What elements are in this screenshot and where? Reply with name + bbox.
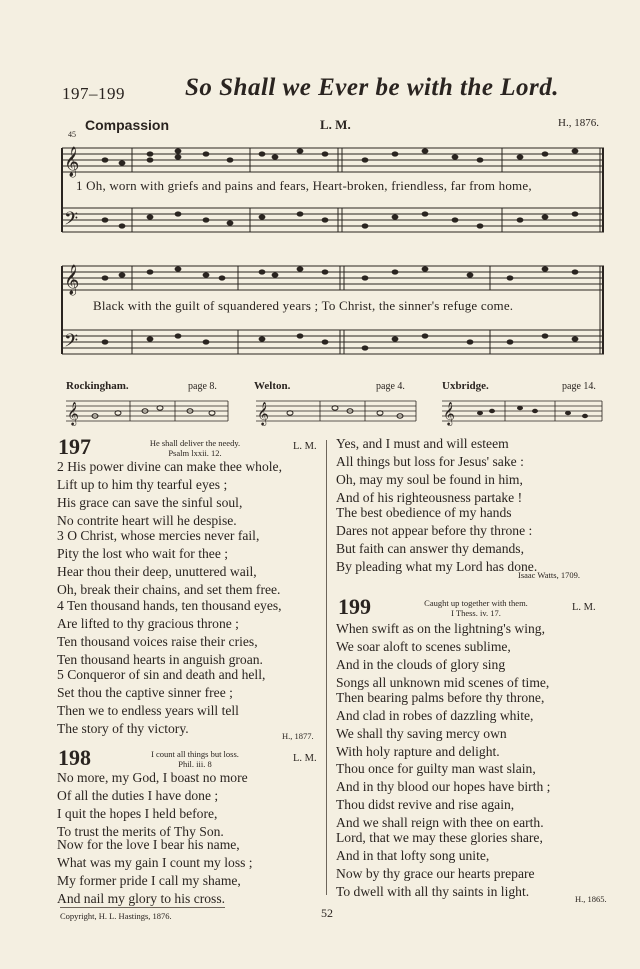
hymn-197-ref-line1: He shall deliver the needy. <box>149 438 241 448</box>
verse-line: Thou once for guilty man wast slain, <box>336 761 536 776</box>
hymn-197-stanza-4 <box>57 597 282 669</box>
verse-line: Of all the duties I have done ; <box>57 787 219 803</box>
hymn-198-stanza-1 <box>57 769 248 841</box>
hymn-199-meter: L. M. <box>572 602 596 613</box>
alt-tune-name-2: Welton. <box>254 380 291 392</box>
verse-line: The story of thy victory. <box>57 720 189 736</box>
svg-text:𝄞: 𝄞 <box>443 401 455 425</box>
alt-tune-page-1: page 8. <box>188 381 217 392</box>
verse-line: Are lifted to thy gracious throne ; <box>57 615 239 631</box>
verse-line: Pity the lost who wait for thee ; <box>57 545 229 561</box>
footnote-rule <box>60 907 225 908</box>
alt-tune-name-1: Rockingham. <box>66 380 129 392</box>
svg-text:𝄞: 𝄞 <box>67 401 79 425</box>
verse-line: Hear thou their deep, unuttered wail, <box>57 563 257 579</box>
svg-text:𝄞: 𝄞 <box>257 401 269 425</box>
verse-line: Oh, break their chains, and set them free. <box>57 581 281 597</box>
hymn-199-stanza-1 <box>336 620 549 692</box>
verse-line: And nail my glory to his cross. <box>57 890 226 906</box>
column-divider <box>326 440 327 895</box>
tune-name: Compassion <box>85 117 170 133</box>
alt-tune-page-2: page 4. <box>376 381 405 392</box>
svg-text:𝄞: 𝄞 <box>64 265 80 295</box>
verse-line: And in thy blood our hopes have birth ; <box>336 778 551 794</box>
verse-line: My former pride I call my shame, <box>57 872 241 888</box>
hymn-198-reference <box>120 749 270 769</box>
verse-line: Ten thousand voices raise their cries, <box>57 633 258 649</box>
page-title: So Shall we Ever be with the Lord. <box>185 74 559 101</box>
verse-line: And in the clouds of glory sing <box>336 656 506 672</box>
hymn-range: 197–199 <box>62 84 125 103</box>
verse-line: Oh, may my soul be found in him, <box>336 471 523 487</box>
hymn-198-stanza-2 <box>57 836 253 908</box>
tune-lyric-line-1: 1 Oh, worn with griefs and pains and fears, Heart-broken, friendless, far from home, <box>76 178 532 193</box>
hymn-197-reference <box>120 438 270 458</box>
verse-line: His grace can save the sinful soul, <box>57 494 243 510</box>
tune-author: H., 1876. <box>558 117 599 129</box>
verse-line: And of his righteousness partake ! <box>336 489 523 505</box>
verse-line: 4 Ten thousand hands, ten thousand eyes, <box>57 598 282 613</box>
verse-line: By pleading what my Lord has done. <box>336 558 538 574</box>
verse-line: All things but loss for Jesus' sake : <box>336 453 524 469</box>
verse-line: And clad in robes of dazzling white, <box>336 707 534 723</box>
hymn-198-stanza-4 <box>336 504 537 576</box>
svg-text:𝄢: 𝄢 <box>64 209 79 234</box>
verse-line: Now for the love I bear his name, <box>57 837 240 852</box>
verse-line: To dwell with all thy saints in light. <box>336 883 530 899</box>
verse-line: I quit the hopes I held before, <box>57 805 218 821</box>
verse-line: Yes, and I must and will esteem <box>336 436 509 451</box>
hymn-197-meter: L. M. <box>293 441 317 452</box>
verse-line: Ten thousand hearts in anguish groan. <box>57 651 263 667</box>
verse-line: Lift up to him thy tearful eyes ; <box>57 476 228 492</box>
hymn-199-number: 199 <box>338 594 371 619</box>
verse-line: 3 O Christ, whose mercies never fail, <box>57 528 260 543</box>
svg-text:𝄞: 𝄞 <box>64 147 80 177</box>
verse-line: And we shall reign with thee on earth. <box>336 814 544 830</box>
verse-line: But faith can answer thy demands, <box>336 540 524 556</box>
verse-line: We soar aloft to scenes sublime, <box>336 638 511 654</box>
hymn-197-ref-line2: Psalm lxxii. 12. <box>168 448 222 458</box>
hymn-199-stanza-3 <box>336 760 550 832</box>
tune-meter: L. M. <box>320 117 351 132</box>
verse-line: And in that lofty song unite, <box>336 847 490 863</box>
verse-line: Then we to endless years will tell <box>57 702 239 718</box>
hymn-198-ref-line2: Phil. iii. 8 <box>178 759 212 769</box>
alt-tune-incipits <box>0 396 640 426</box>
verse-line: Dares not appear before thy throne : <box>336 522 533 538</box>
hymn-198-ref-line1: I count all things but loss. <box>151 749 239 759</box>
hymn-197-stanza-3 <box>57 527 280 599</box>
alt-tune-name-3: Uxbridge. <box>442 380 489 392</box>
tune-lyric-line-2: Black with the guilt of squandered years ; To Christ, the sinner's refuge come. <box>93 298 514 313</box>
verse-line: Thou didst revive and rise again, <box>336 796 515 812</box>
music-system-1 <box>0 140 640 250</box>
verse-line: When swift as on the lightning's wing, <box>336 621 545 636</box>
hymn-199-stanza-2 <box>336 689 544 761</box>
tempo-mark: 45 <box>68 130 76 139</box>
verse-line: Songs all unknown mid scenes of time, <box>336 674 550 690</box>
hymn-199-stanza-4 <box>336 829 543 901</box>
copyright-note: Copyright, H. L. Hastings, 1876. <box>60 911 172 921</box>
verse-line: Now by thy grace our hearts prepare <box>336 865 535 881</box>
verse-line: No more, my God, I boast no more <box>57 770 248 785</box>
hymn-198-stanza-3 <box>336 435 524 507</box>
hymn-198-meter: L. M. <box>293 753 317 764</box>
hymn-197-credit: H., 1877. <box>282 731 314 741</box>
hymn-199-reference <box>396 598 556 618</box>
hymn-198-number: 198 <box>58 745 91 770</box>
verse-line: The best obedience of my hands <box>336 505 512 520</box>
verse-line: With holy rapture and delight. <box>336 743 500 759</box>
hymn-197-number: 197 <box>58 434 91 459</box>
verse-line: Then bearing palms before thy throne, <box>336 690 545 705</box>
verse-line: What was my gain I count my loss ; <box>57 854 253 870</box>
hymn-199-credit: H., 1865. <box>575 894 607 904</box>
hymn-197-stanza-5 <box>57 666 265 738</box>
page-number: 52 <box>321 906 333 920</box>
verse-line: Set thou the captive sinner free ; <box>57 684 233 700</box>
verse-line: 5 Conqueror of sin and death and hell, <box>57 667 266 682</box>
hymn-199-ref-line2: I Thess. iv. 17. <box>451 608 501 618</box>
verse-line: We shall thy saving mercy own <box>336 725 507 741</box>
verse-line: 2 His power divine can make thee whole, <box>57 459 282 474</box>
verse-line: No contrite heart will he despise. <box>57 512 237 528</box>
verse-line: Lord, that we may these glories share, <box>336 830 543 845</box>
hymn-197-stanza-2 <box>57 458 282 530</box>
verse-line: To trust the merits of Thy Son. <box>57 823 224 839</box>
svg-text:𝄢: 𝄢 <box>64 331 79 356</box>
hymn-198-credit: Isaac Watts, 1709. <box>518 570 580 580</box>
hymn-199-ref-line1: Caught up together with them. <box>424 598 528 608</box>
alt-tune-page-3: page 14. <box>562 381 596 392</box>
